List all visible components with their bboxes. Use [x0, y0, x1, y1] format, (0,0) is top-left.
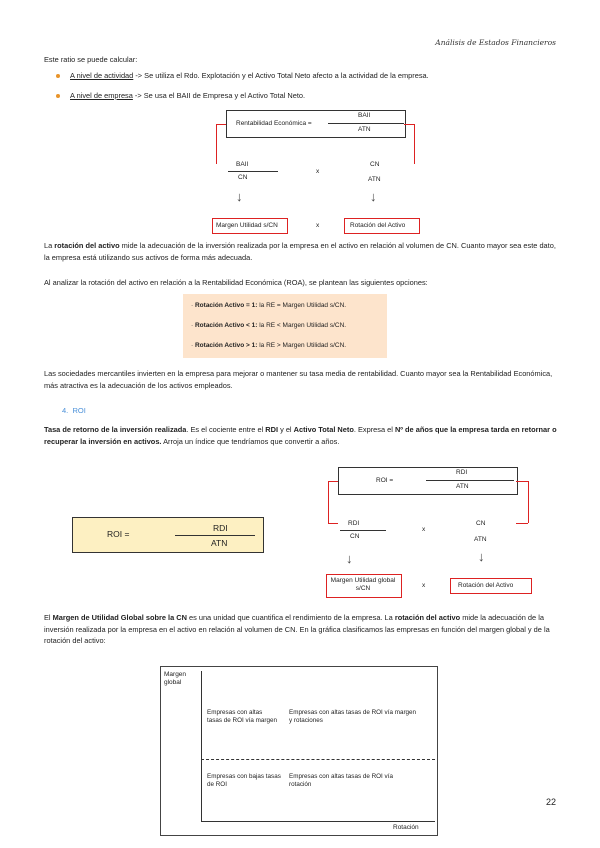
text: mide la adecuación de la inversión realizada por la empresa en el activo en relación al volumen de CN. Cuanto mayor sea este dato, la empresa está utilizando sus activos de forma más adecuada. — [44, 241, 556, 262]
options-box — [183, 294, 387, 358]
quadrant-text: Empresas con bajas tasas de ROI — [207, 773, 281, 788]
connector-line — [516, 481, 528, 482]
roi-label: ROI = — [107, 529, 130, 539]
roi-diagram — [326, 464, 536, 598]
text: es una unidad que cuantifica el rendimiento de la empresa. La — [186, 613, 395, 622]
formula-denominator: ATN — [456, 483, 469, 490]
text: . Expresa el — [353, 425, 395, 434]
text: mide la adecuación de la inversión realizada por la empresa en el activo en relación al volumen de CN. En la gráfica clasificamos las empresas en función del margen global y de la rotación del activo: — [44, 613, 550, 645]
formula-denominator: ATN — [358, 126, 371, 133]
left-numerator: BAII — [236, 161, 249, 168]
bullet-label: A nivel de empresa — [70, 91, 133, 100]
margen-label: Margen Utilidad s/CN — [216, 222, 278, 229]
fraction-line — [228, 171, 278, 172]
connector-line — [216, 124, 217, 164]
formula-title: Rentabilidad Económica = — [236, 120, 312, 127]
bullet-item — [70, 90, 560, 102]
option-item: · Rotación Activo > 1: la RE > Margen Utilidad s/CN. — [191, 342, 347, 349]
paragraph: Las sociedades mercantiles invierten en la empresa para mejorar o mantener su tasa media de rentabilidad. Cuanto mayor sea la Rentabilidad Económica, más atractiva es la adecuación de los activos empleados. — [44, 369, 553, 390]
fraction-line — [175, 535, 255, 536]
connector-line — [516, 523, 528, 524]
down-arrow-icon: ↓ — [478, 549, 485, 564]
x-axis-label: Rotación — [393, 824, 419, 831]
quadrant-divider — [201, 759, 435, 760]
bold-text: Activo Total Neto — [293, 425, 354, 434]
quadrant-text: Empresas con altas tasas de ROI vía margen y rotaciones — [289, 709, 417, 724]
intro-text: Este ratio se puede calcular: — [44, 55, 138, 64]
y-axis — [201, 671, 202, 821]
option-item: · Rotación Activo = 1: la RE = Margen Utilidad s/CN. — [191, 302, 347, 309]
down-arrow-icon: ↓ — [370, 189, 377, 204]
connector-line — [404, 124, 414, 125]
down-arrow-icon: ↓ — [346, 551, 353, 566]
connector-line — [216, 124, 226, 125]
bold-text: Margen de Utilidad Global sobre la CN — [52, 613, 187, 622]
paragraph — [44, 424, 558, 447]
bullet-label: A nivel de actividad — [70, 71, 134, 80]
connector-line — [528, 481, 529, 523]
connector-line — [328, 481, 329, 523]
text: El — [44, 613, 53, 622]
quadrant-text: Empresas con altas tasas de ROI vía rotación — [289, 773, 393, 788]
right-denominator: ATN — [474, 536, 487, 543]
page-number: 22 — [545, 797, 556, 807]
formula-title: ROI = — [376, 477, 394, 484]
paragraph — [44, 240, 558, 263]
section-number: 4. — [62, 406, 69, 415]
connector-line — [328, 523, 338, 524]
page-header: Análisis de Estados Financieros — [435, 38, 556, 47]
text: Arroja un índice que tendríamos que convertir a años. — [161, 436, 340, 446]
text: . Es el cociente entre el — [186, 425, 266, 434]
roi-numerator: RDI — [213, 523, 228, 533]
bold-text: Tasa de retorno de la inversión realizada — [44, 425, 187, 434]
quadrant-text: Empresas con altas tasas de ROI vía margen — [207, 709, 277, 724]
option-text: la RE = Margen Utilidad s/CN. — [257, 302, 347, 309]
bullet-item — [70, 70, 560, 82]
y-axis-label: Margen global — [164, 671, 187, 686]
right-denominator: ATN — [368, 176, 381, 183]
bold-text: rotación del activo — [394, 613, 461, 622]
formula-numerator: RDI — [456, 469, 468, 476]
bold-text: RDI — [265, 425, 279, 434]
option-bold: Rotación Activo = 1: — [194, 302, 258, 309]
option-text: la RE < Margen Utilidad s/CN. — [257, 322, 347, 329]
times-sign: x — [422, 582, 426, 589]
bold-text: rotación del activo — [54, 241, 120, 250]
fraction-line — [340, 530, 386, 531]
bullet-dot — [56, 74, 60, 78]
connector-line — [414, 124, 415, 164]
left-numerator: RDI — [348, 520, 360, 527]
roi-denominator: ATN — [211, 538, 228, 548]
fraction-line — [426, 480, 514, 481]
option-text: la RE > Margen Utilidad s/CN. — [257, 342, 347, 349]
roi-formula-box — [72, 517, 264, 553]
rotacion-label: Rotación del Activo — [350, 222, 406, 229]
connector-line — [328, 481, 338, 482]
option-bold: Rotación Activo < 1: — [194, 322, 258, 329]
x-axis — [201, 821, 435, 822]
rotacion-label: Rotación del Activo — [458, 582, 514, 589]
option-bold: Rotación Activo > 1: — [194, 342, 258, 349]
left-denominator: CN — [238, 174, 248, 181]
roi-matrix — [160, 666, 438, 836]
bullet-text: -> Se utiliza el Rdo. Explotación y el Activo Total Neto afecto a la actividad de la empresa. — [133, 71, 429, 80]
times-sign: x — [316, 168, 320, 175]
paragraph: Al analizar la rotación del activo en relación a la Rentabilidad Económica (ROA), se plantean las siguientes opciones: — [44, 278, 428, 287]
fraction-line — [328, 123, 404, 124]
bullet-dot — [56, 94, 60, 98]
times-sign: x — [316, 222, 320, 229]
right-numerator: CN — [370, 161, 380, 168]
section-heading — [62, 406, 86, 415]
formula-numerator: BAII — [358, 112, 371, 119]
margen-label: Margen Utilidad global s/CN — [330, 577, 396, 592]
option-item: · Rotación Activo < 1: la RE < Margen Utilidad s/CN. — [191, 322, 347, 329]
down-arrow-icon: ↓ — [236, 189, 243, 204]
formula-box — [338, 467, 518, 495]
left-denominator: CN — [350, 533, 360, 540]
rentabilidad-diagram — [212, 108, 424, 234]
text: La — [44, 241, 55, 250]
paragraph — [44, 612, 558, 647]
text: y el — [278, 425, 294, 434]
bold-text: Nº de años que la empresa tarda en retornar o recuperar la inversión en activos. — [44, 425, 557, 446]
bullet-text: -> Se usa el BAII de Empresa y el Activo Total Neto. — [132, 91, 306, 100]
right-numerator: CN — [476, 520, 486, 527]
section-title: ROI — [72, 406, 86, 415]
times-sign: x — [422, 526, 426, 533]
